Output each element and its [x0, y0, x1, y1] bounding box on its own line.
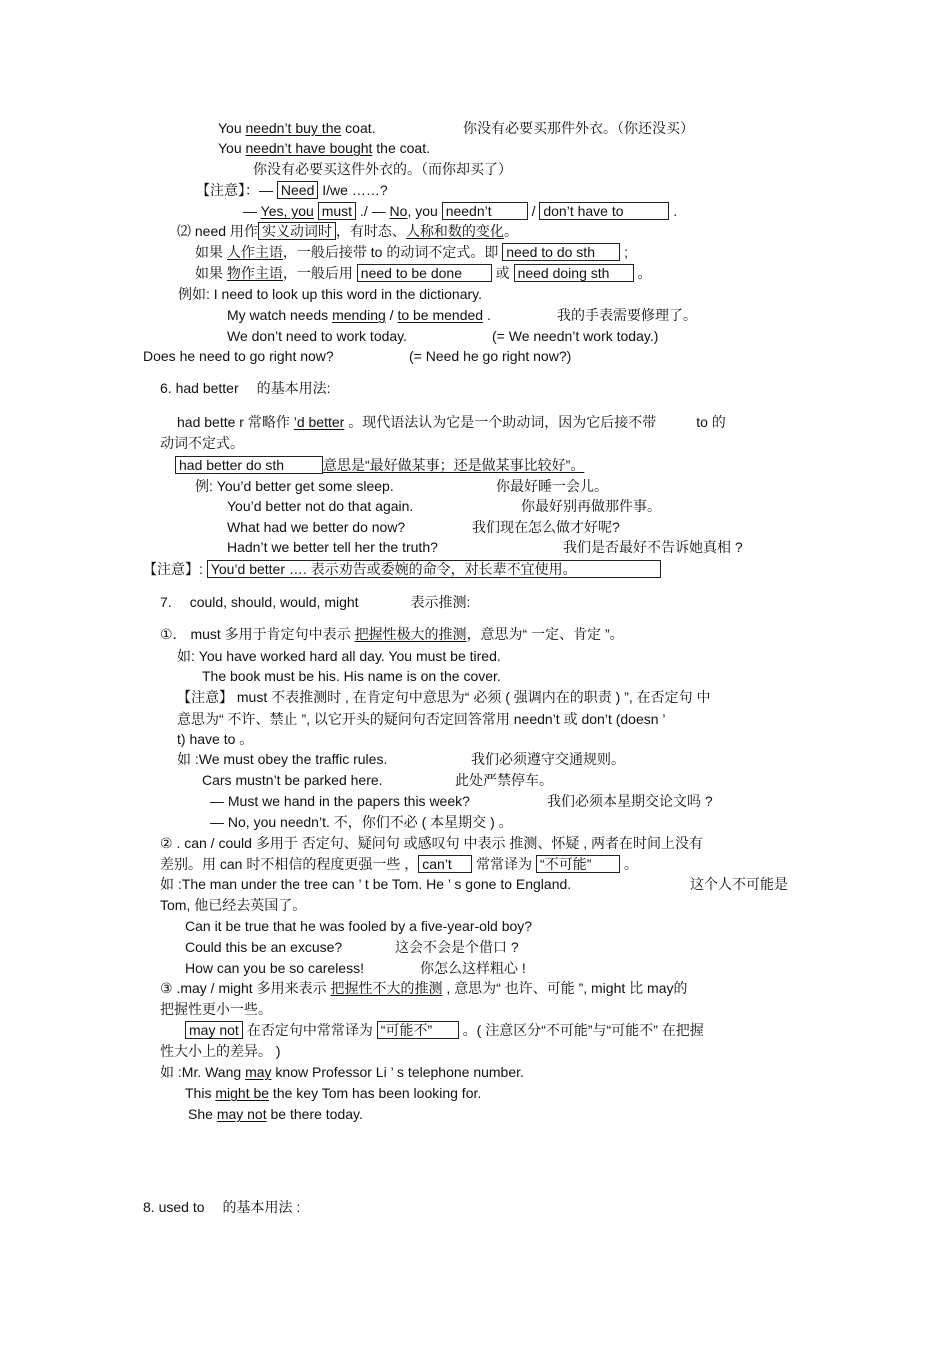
need-example-4-equivalent: (= Need he go right now?) — [409, 348, 572, 364]
boxed-word: need to do sth — [502, 243, 620, 261]
had-better-example-3-translation: 我们现在怎么做才好呢? — [472, 519, 620, 535]
section-label-zh: 表示推测: — [410, 594, 471, 610]
text: 常常译为 — [472, 856, 537, 872]
need-example-2-translation: 我的手表需要修理了。 — [557, 307, 697, 323]
can-example-4-translation: 你怎么这样粗心 ! — [420, 960, 526, 976]
section-label: could, should, would, might — [189, 594, 359, 610]
had-better-example-1: 例: You’d better get some sleep. — [195, 478, 394, 494]
text: 差别。用 can 时不相信的程度更强一些 ， — [160, 856, 419, 872]
text: 如果 — [195, 265, 227, 281]
boxed-word: don’t have to — [539, 202, 669, 220]
section-heading-had-better — [160, 379, 331, 397]
boxed-word: “不可能” — [536, 855, 620, 873]
may-rule-cont: 把握性更小一些。 — [160, 1001, 272, 1017]
boxed-word: must — [318, 202, 356, 220]
text: ，一般后接带 to 的动词不定式。即 — [282, 244, 503, 260]
underlined-phrase: might be — [215, 1085, 270, 1101]
must-rule — [160, 625, 624, 643]
section-heading-guess — [160, 593, 470, 611]
underlined-phrase: needn’t have bought — [245, 140, 373, 156]
had-better-example-1-translation: 你最好睡一会儿。 — [496, 478, 608, 494]
text: the key Tom has been looking for. — [269, 1085, 482, 1101]
may-not-rule — [185, 1021, 704, 1039]
text: ./ — — [356, 203, 390, 219]
section-label: had better — [175, 380, 239, 396]
underlined-phrase: 物作主语 — [226, 265, 283, 281]
text: I/we ……? — [318, 182, 388, 198]
can-example-1-translation: 这个人不可能是 — [690, 876, 788, 892]
section-label-zh: 的基本用法: — [256, 380, 331, 396]
text: , you — [407, 203, 442, 219]
must-note-2: 意思为“ 不许、禁止 ”, 以它开头的疑问句否定回答常用 needn’t 或 don’t (doesn ’ — [177, 711, 666, 727]
text: This — [185, 1085, 216, 1101]
need-line-2 — [218, 139, 430, 157]
section-label: used to — [158, 1199, 205, 1215]
text: She — [188, 1106, 217, 1122]
section-number: 8. — [143, 1199, 155, 1215]
section-number: 6. — [160, 380, 172, 396]
need-line-1 — [218, 119, 376, 137]
text: 如 :Mr. Wang — [160, 1064, 246, 1080]
underlined-phrase: 人作主语 — [226, 244, 283, 260]
need-thing-subject — [195, 264, 651, 282]
text: ; — [620, 244, 629, 260]
underlined-phrase: 人称和数的变化 — [405, 223, 504, 239]
can-example-1-cont: Tom, 他已经去英国了。 — [160, 897, 307, 913]
text: to 的 — [696, 414, 726, 430]
must-example-4: Cars mustn’t be parked here. — [202, 772, 383, 788]
must-example-4-translation: 此处严禁停车。 — [455, 772, 553, 788]
text: I need to look up this word in the dictionary. — [213, 286, 483, 302]
must-note-1: 【注意】 must 不表推测时 , 在肯定句中意思为“ 必须 ( 强调内在的职责 ) ”, 在否定句 中 — [177, 689, 711, 705]
text: ，有时态、 — [335, 223, 406, 239]
can-example-1: 如 :The man under the tree can ’ t be Tom. He ’ s gone to England. — [160, 876, 572, 892]
text: / — [385, 307, 398, 323]
boxed-word: had better do sth — [175, 456, 323, 474]
may-not-rule-cont: 性大小上的差异。 ) — [160, 1043, 281, 1059]
must-note-3: t) have to 。 — [177, 731, 254, 747]
underlined-phrase: to be mended — [397, 307, 484, 323]
note-label: 【注意】: — [143, 561, 207, 577]
need-line-3: 你没有必要买这件外衣的。（而你却买了） — [253, 161, 512, 177]
text: 。现代语法认为它是一个助动词，因为它后接不带 — [344, 414, 657, 430]
may-example-1 — [160, 1063, 524, 1081]
underlined-phrase: 意思是“最好做某事；还是做某事比较好”。 — [323, 457, 585, 473]
text: ，一般后用 — [282, 265, 357, 281]
underlined-phrase: may not — [216, 1106, 267, 1122]
need-example-3-equivalent: (= We needn’t work today.) — [492, 328, 659, 344]
text: the coat. — [372, 140, 430, 156]
text: 在否定句中常常译为 — [243, 1022, 377, 1038]
text: 或 — [491, 265, 514, 281]
text: 例如: — [178, 286, 214, 302]
text: 。( 注意区分“不可能”与“可能不” 在把握 — [458, 1022, 704, 1038]
underlined-phrase: may — [245, 1064, 272, 1080]
text: / — [527, 203, 540, 219]
text: My watch needs — [227, 307, 333, 323]
text: — — [243, 203, 261, 219]
text: know Professor Li ’ s telephone number. — [271, 1064, 524, 1080]
underlined-phrase: mending — [332, 307, 386, 323]
note-label: 【注意】：— — [196, 182, 273, 198]
must-example-2: The book must be his. His name is on the cover. — [202, 668, 501, 684]
boxed-word: may not — [185, 1021, 243, 1039]
underlined-phrase: 把握性极大的推测 — [354, 626, 467, 642]
must-example-3-translation: 我们必须遵守交通规则。 — [471, 751, 625, 767]
text: . — [483, 307, 491, 323]
boxed-word: 实义动词时 — [258, 222, 336, 240]
need-person-subject — [195, 243, 628, 261]
text: . — [669, 203, 678, 219]
must-example-3: 如 :We must obey the traffic rules. — [177, 751, 388, 767]
must-example-6: — No, you needn’t. 不，你们不必 ( 本星期交 ) 。 — [210, 814, 513, 830]
boxed-word: needn’t — [442, 202, 528, 220]
need-example-4: Does he need to go right now? — [143, 348, 334, 364]
need-example-2 — [227, 306, 491, 324]
had-better-example-3: What had we better do now? — [227, 519, 406, 535]
must-example-1: 如: You have worked hard all day. You must be tired. — [177, 648, 501, 664]
can-rule: ② . can / could 多用于 否定句、疑问句 或感叹句 中表示 推测、怀疑 , 两者在时间上没有 — [160, 835, 704, 851]
section-label-zh: 的基本用法 : — [222, 1199, 301, 1215]
may-example-2 — [185, 1084, 481, 1102]
underlined-phrase: Yes, you — [260, 203, 314, 219]
text: 。 — [503, 223, 518, 239]
had-better-para-1-cont: 动词不定式。 — [160, 435, 244, 451]
must-example-5-translation: 我们必须本星期交论文吗 ? — [547, 793, 713, 809]
text: 如果 — [195, 244, 227, 260]
can-rule-cont — [160, 855, 638, 873]
had-better-note — [143, 560, 661, 578]
underlined-phrase: ’d better — [293, 414, 345, 430]
may-rule — [160, 979, 687, 997]
need-answer — [243, 202, 677, 220]
need-example-1 — [178, 285, 482, 303]
had-better-example-2: You’d better not do that again. — [227, 498, 414, 514]
need-main-verb — [177, 222, 518, 240]
text: ③ .may / might 多用来表示 — [160, 980, 331, 996]
underlined-phrase: needn’t buy the — [245, 120, 342, 136]
text: 。 — [620, 856, 638, 872]
text: , 意思为“ 也许、可能 ”, might 比 may的 — [442, 980, 688, 996]
text: 。 — [633, 265, 652, 281]
underlined-phrase: No — [389, 203, 408, 219]
had-better-example-4-translation: 我们是否最好不告诉她真相 ? — [563, 539, 743, 555]
had-better-example-4: Hadn’t we better tell her the truth? — [227, 539, 438, 555]
had-better-example-2-translation: 你最好别再做那件事。 — [521, 498, 661, 514]
text: had bette r 常略作 — [177, 414, 294, 430]
text: coat. — [341, 120, 376, 136]
boxed-word: need to be done — [357, 264, 492, 282]
need-line-1-translation: 你没有必要买那件外衣。（你还没买） — [463, 120, 694, 136]
section-heading-used-to — [143, 1198, 300, 1216]
section-number: 7. — [160, 594, 172, 610]
underlined-phrase: 把握性不大的推测 — [330, 980, 443, 996]
can-example-3-translation: 这会不会是个借口 ? — [395, 939, 519, 955]
can-example-4: How can you be so careless! — [185, 960, 364, 976]
text: You — [218, 120, 246, 136]
text: ，意思为“ 一定、肯定 ”。 — [466, 626, 624, 642]
need-example-3: We don’t need to work today. — [227, 328, 408, 344]
can-example-3: Could this be an excuse? — [185, 939, 343, 955]
must-example-5: — Must we hand in the papers this week? — [210, 793, 470, 809]
need-note — [196, 181, 388, 199]
text: be there today. — [266, 1106, 363, 1122]
may-example-3 — [188, 1105, 363, 1123]
boxed-word: “可能不” — [377, 1021, 459, 1039]
had-better-para-1 — [177, 413, 726, 431]
can-example-2: Can it be true that he was fooled by a five-year-old boy? — [185, 918, 533, 934]
boxed-word: can’t — [418, 855, 472, 873]
text: You — [218, 140, 246, 156]
boxed-word: Need — [277, 181, 318, 199]
text: ①． must 多用于肯定句中表示 — [160, 626, 355, 642]
text: ⑵ need 用作 — [177, 223, 258, 239]
had-better-meaning — [175, 456, 584, 474]
boxed-word: need doing sth — [514, 264, 634, 282]
boxed-note: You’d better …. 表示劝告或委婉的命令，对长辈不宜使用。 — [207, 560, 661, 578]
